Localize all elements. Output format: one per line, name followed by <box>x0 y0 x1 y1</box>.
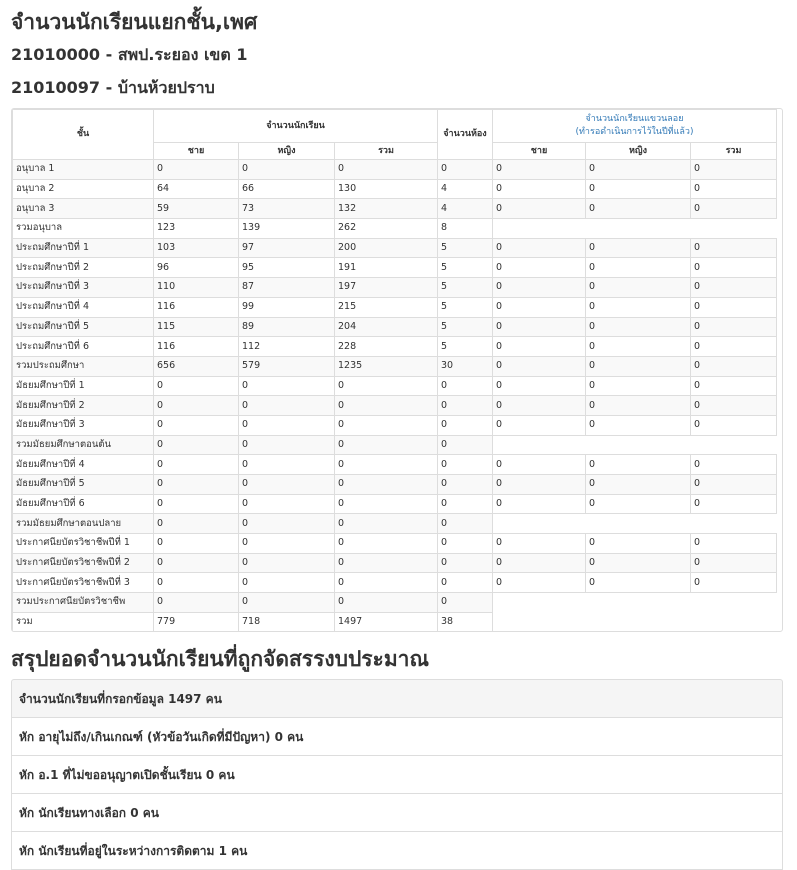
cell-female: 95 <box>239 258 335 278</box>
cell-rooms: 0 <box>438 534 493 554</box>
cell-female: 0 <box>239 455 335 475</box>
cell-f-female: 0 <box>586 475 691 495</box>
table-row <box>13 160 777 180</box>
cell-rooms: 0 <box>438 593 493 613</box>
cell-grade: รวมมัธยมศึกษาตอนปลาย <box>13 514 154 534</box>
cell-grade: ประถมศึกษาปีที่ 3 <box>13 278 154 298</box>
cell-female: 0 <box>239 553 335 573</box>
cell-male: 656 <box>154 356 239 376</box>
cell-f-total: 0 <box>691 415 777 435</box>
cell-f-female: 0 <box>586 396 691 416</box>
cell-total: 0 <box>335 475 438 495</box>
subheader-floating-male: ชาย <box>493 143 586 160</box>
cell-grade: ประถมศึกษาปีที่ 2 <box>13 258 154 278</box>
summary-list <box>11 679 783 870</box>
cell-male: 59 <box>154 199 239 219</box>
cell-f-male: 0 <box>493 376 586 396</box>
cell-male: 103 <box>154 238 239 258</box>
table-row <box>13 494 777 514</box>
subheader-female: หญิง <box>239 143 335 160</box>
cell-rooms: 0 <box>438 435 493 455</box>
cell-rooms: 0 <box>438 573 493 593</box>
cell-rooms: 0 <box>438 415 493 435</box>
cell-total: 132 <box>335 199 438 219</box>
subheader-male: ชาย <box>154 143 239 160</box>
cell-f-total: 0 <box>691 475 777 495</box>
cell-f-male: 0 <box>493 317 586 337</box>
cell-f-total: 0 <box>691 297 777 317</box>
cell-f-female: 0 <box>586 376 691 396</box>
cell-total: 0 <box>335 160 438 180</box>
cell-total: 0 <box>335 435 438 455</box>
cell-f-female: 0 <box>586 337 691 357</box>
cell-f-female: 0 <box>586 317 691 337</box>
cell-female: 89 <box>239 317 335 337</box>
cell-male: 779 <box>154 612 239 632</box>
cell-male: 0 <box>154 494 239 514</box>
summary-item: หัก นักเรียนทางเลือก 0 คน <box>11 793 783 832</box>
cell-female: 73 <box>239 199 335 219</box>
cell-rooms: 8 <box>438 219 493 239</box>
cell-f-female: 0 <box>586 238 691 258</box>
cell-f-total: 0 <box>691 356 777 376</box>
cell-male: 0 <box>154 573 239 593</box>
cell-rooms: 0 <box>438 514 493 534</box>
cell-total: 204 <box>335 317 438 337</box>
cell-female: 66 <box>239 179 335 199</box>
cell-f-total: 0 <box>691 455 777 475</box>
cell-male: 0 <box>154 514 239 534</box>
cell-rooms: 0 <box>438 455 493 475</box>
cell-rooms: 0 <box>438 475 493 495</box>
cell-rooms: 5 <box>438 238 493 258</box>
summary-item: หัก นักเรียนที่อยู่ในระหว่างการติดตาม 1 คน <box>11 831 783 870</box>
cell-grade: อนุบาล 1 <box>13 160 154 180</box>
cell-f-female: 0 <box>586 278 691 298</box>
cell-grade: รวมประกาศนียบัตรวิชาชีพ <box>13 593 154 613</box>
summary-item: หัก อ.1 ที่ไม่ขออนุญาตเปิดชั้นเรียน 0 คน <box>11 755 783 794</box>
cell-floating-empty <box>493 514 777 534</box>
cell-f-female: 0 <box>586 297 691 317</box>
table-row <box>13 514 777 534</box>
cell-rooms: 0 <box>438 376 493 396</box>
cell-male: 0 <box>154 455 239 475</box>
header-floating-line2: (ทำรอดำเนินการไว้ในปีที่แล้ว) <box>575 127 694 137</box>
cell-f-total: 0 <box>691 258 777 278</box>
cell-total: 0 <box>335 553 438 573</box>
summary-item: จำนวนนักเรียนที่กรอกข้อมูล 1497 คน <box>11 679 783 718</box>
cell-f-female: 0 <box>586 258 691 278</box>
table-row <box>13 475 777 495</box>
cell-female: 0 <box>239 376 335 396</box>
cell-f-male: 0 <box>493 278 586 298</box>
cell-female: 0 <box>239 494 335 514</box>
cell-female: 0 <box>239 160 335 180</box>
cell-total: 0 <box>335 534 438 554</box>
cell-male: 0 <box>154 534 239 554</box>
table-row <box>13 278 777 298</box>
cell-f-total: 0 <box>691 317 777 337</box>
table-row <box>13 573 777 593</box>
cell-male: 0 <box>154 475 239 495</box>
cell-f-male: 0 <box>493 258 586 278</box>
cell-rooms: 38 <box>438 612 493 632</box>
cell-f-male: 0 <box>493 297 586 317</box>
cell-female: 0 <box>239 396 335 416</box>
table-row <box>13 317 777 337</box>
cell-female: 87 <box>239 278 335 298</box>
cell-total: 0 <box>335 396 438 416</box>
cell-grade: ประถมศึกษาปีที่ 1 <box>13 238 154 258</box>
subheader-floating-total: รวม <box>691 143 777 160</box>
cell-grade: ประถมศึกษาปีที่ 6 <box>13 337 154 357</box>
subheader-floating-female: หญิง <box>586 143 691 160</box>
cell-male: 64 <box>154 179 239 199</box>
table-row <box>13 553 777 573</box>
cell-grade: รวม <box>13 612 154 632</box>
table-row <box>13 179 777 199</box>
cell-grade: อนุบาล 3 <box>13 199 154 219</box>
cell-f-male: 0 <box>493 160 586 180</box>
cell-grade: มัธยมศึกษาปีที่ 4 <box>13 455 154 475</box>
student-table-panel <box>11 108 783 632</box>
cell-grade: อนุบาล 2 <box>13 179 154 199</box>
cell-female: 579 <box>239 356 335 376</box>
header-floating <box>493 110 777 143</box>
table-row <box>13 337 777 357</box>
cell-rooms: 5 <box>438 337 493 357</box>
cell-total: 1235 <box>335 356 438 376</box>
table-row <box>13 396 777 416</box>
cell-total: 0 <box>335 494 438 514</box>
table-row <box>13 238 777 258</box>
table-row <box>13 376 777 396</box>
cell-male: 116 <box>154 337 239 357</box>
cell-total: 0 <box>335 593 438 613</box>
cell-total: 228 <box>335 337 438 357</box>
cell-f-male: 0 <box>493 199 586 219</box>
cell-grade: รวมอนุบาล <box>13 219 154 239</box>
cell-female: 0 <box>239 514 335 534</box>
cell-f-male: 0 <box>493 494 586 514</box>
cell-total: 130 <box>335 179 438 199</box>
cell-rooms: 0 <box>438 160 493 180</box>
cell-f-male: 0 <box>493 238 586 258</box>
summary-title: สรุปยอดจำนวนนักเรียนที่ถูกจัดสรรงบประมาณ <box>11 647 429 671</box>
summary-item: หัก อายุไม่ถึง/เกินเกณฑ์ (หัวข้อวันเกิดที่มีปัญหา) 0 คน <box>11 717 783 756</box>
cell-grade: ประถมศึกษาปีที่ 5 <box>13 317 154 337</box>
cell-male: 116 <box>154 297 239 317</box>
cell-floating-empty <box>493 435 777 455</box>
cell-f-male: 0 <box>493 179 586 199</box>
cell-female: 139 <box>239 219 335 239</box>
cell-male: 0 <box>154 415 239 435</box>
cell-female: 0 <box>239 573 335 593</box>
cell-floating-empty <box>493 593 777 613</box>
cell-grade: ประกาศนียบัตรวิชาชีพปีที่ 3 <box>13 573 154 593</box>
cell-total: 262 <box>335 219 438 239</box>
cell-f-female: 0 <box>586 199 691 219</box>
table-row <box>13 219 777 239</box>
cell-f-total: 0 <box>691 396 777 416</box>
cell-f-female: 0 <box>586 534 691 554</box>
cell-rooms: 5 <box>438 278 493 298</box>
cell-grade: มัธยมศึกษาปีที่ 1 <box>13 376 154 396</box>
page-title: จำนวนนักเรียนแยกชั้น,เพศ <box>11 10 258 34</box>
table-row <box>13 356 777 376</box>
cell-female: 99 <box>239 297 335 317</box>
cell-f-total: 0 <box>691 553 777 573</box>
cell-f-female: 0 <box>586 356 691 376</box>
cell-male: 0 <box>154 160 239 180</box>
cell-female: 0 <box>239 534 335 554</box>
header-floating-line1: จำนวนนักเรียนแขวนลอย <box>585 114 684 124</box>
cell-male: 0 <box>154 435 239 455</box>
student-count-table <box>12 109 777 632</box>
cell-f-total: 0 <box>691 573 777 593</box>
cell-male: 110 <box>154 278 239 298</box>
school-heading: 21010097 - บ้านห้วยปราบ <box>11 78 215 97</box>
cell-f-male: 0 <box>493 534 586 554</box>
table-row <box>13 297 777 317</box>
table-row <box>13 415 777 435</box>
cell-grade: รวมมัธยมศึกษาตอนต้น <box>13 435 154 455</box>
cell-f-male: 0 <box>493 573 586 593</box>
cell-total: 200 <box>335 238 438 258</box>
header-grade: ชั้น <box>13 110 154 160</box>
cell-grade: รวมประถมศึกษา <box>13 356 154 376</box>
cell-rooms: 5 <box>438 297 493 317</box>
cell-floating-empty <box>493 612 777 632</box>
cell-female: 0 <box>239 593 335 613</box>
subheader-total: รวม <box>335 143 438 160</box>
cell-grade: มัธยมศึกษาปีที่ 6 <box>13 494 154 514</box>
cell-grade: ประถมศึกษาปีที่ 4 <box>13 297 154 317</box>
cell-grade: มัธยมศึกษาปีที่ 5 <box>13 475 154 495</box>
cell-grade: ประกาศนียบัตรวิชาชีพปีที่ 2 <box>13 553 154 573</box>
cell-rooms: 5 <box>438 258 493 278</box>
cell-total: 0 <box>335 415 438 435</box>
cell-f-female: 0 <box>586 573 691 593</box>
cell-total: 1497 <box>335 612 438 632</box>
table-row <box>13 199 777 219</box>
cell-female: 0 <box>239 415 335 435</box>
cell-rooms: 4 <box>438 179 493 199</box>
cell-male: 0 <box>154 396 239 416</box>
cell-f-total: 0 <box>691 238 777 258</box>
table-row <box>13 612 777 632</box>
cell-female: 0 <box>239 475 335 495</box>
cell-f-male: 0 <box>493 455 586 475</box>
header-students: จำนวนนักเรียน <box>154 110 438 143</box>
cell-total: 197 <box>335 278 438 298</box>
cell-f-male: 0 <box>493 337 586 357</box>
cell-total: 191 <box>335 258 438 278</box>
cell-f-total: 0 <box>691 199 777 219</box>
header-rooms: จำนวนห้อง <box>438 110 493 160</box>
table-row <box>13 593 777 613</box>
cell-rooms: 30 <box>438 356 493 376</box>
cell-f-female: 0 <box>586 415 691 435</box>
cell-f-male: 0 <box>493 356 586 376</box>
cell-total: 0 <box>335 376 438 396</box>
cell-f-female: 0 <box>586 160 691 180</box>
cell-total: 0 <box>335 514 438 534</box>
cell-grade: ประกาศนียบัตรวิชาชีพปีที่ 1 <box>13 534 154 554</box>
cell-total: 215 <box>335 297 438 317</box>
area-heading: 21010000 - สพป.ระยอง เขต 1 <box>11 45 248 64</box>
cell-male: 0 <box>154 593 239 613</box>
cell-f-female: 0 <box>586 455 691 475</box>
cell-male: 96 <box>154 258 239 278</box>
table-body <box>13 160 777 633</box>
cell-rooms: 4 <box>438 199 493 219</box>
cell-male: 123 <box>154 219 239 239</box>
table-row <box>13 534 777 554</box>
cell-male: 0 <box>154 376 239 396</box>
cell-female: 718 <box>239 612 335 632</box>
cell-f-male: 0 <box>493 475 586 495</box>
cell-grade: มัธยมศึกษาปีที่ 3 <box>13 415 154 435</box>
cell-rooms: 0 <box>438 553 493 573</box>
cell-grade: มัธยมศึกษาปีที่ 2 <box>13 396 154 416</box>
cell-total: 0 <box>335 455 438 475</box>
cell-floating-empty <box>493 219 777 239</box>
cell-f-total: 0 <box>691 278 777 298</box>
cell-rooms: 0 <box>438 396 493 416</box>
cell-f-total: 0 <box>691 179 777 199</box>
cell-female: 97 <box>239 238 335 258</box>
cell-f-total: 0 <box>691 160 777 180</box>
cell-f-female: 0 <box>586 494 691 514</box>
cell-f-male: 0 <box>493 553 586 573</box>
table-row <box>13 455 777 475</box>
cell-rooms: 0 <box>438 494 493 514</box>
cell-f-female: 0 <box>586 553 691 573</box>
cell-female: 112 <box>239 337 335 357</box>
cell-male: 0 <box>154 553 239 573</box>
cell-f-total: 0 <box>691 534 777 554</box>
cell-f-total: 0 <box>691 494 777 514</box>
table-row <box>13 258 777 278</box>
cell-male: 115 <box>154 317 239 337</box>
cell-f-male: 0 <box>493 396 586 416</box>
cell-female: 0 <box>239 435 335 455</box>
cell-rooms: 5 <box>438 317 493 337</box>
table-row <box>13 435 777 455</box>
cell-f-female: 0 <box>586 179 691 199</box>
cell-f-total: 0 <box>691 337 777 357</box>
cell-f-male: 0 <box>493 415 586 435</box>
cell-f-total: 0 <box>691 376 777 396</box>
cell-total: 0 <box>335 573 438 593</box>
